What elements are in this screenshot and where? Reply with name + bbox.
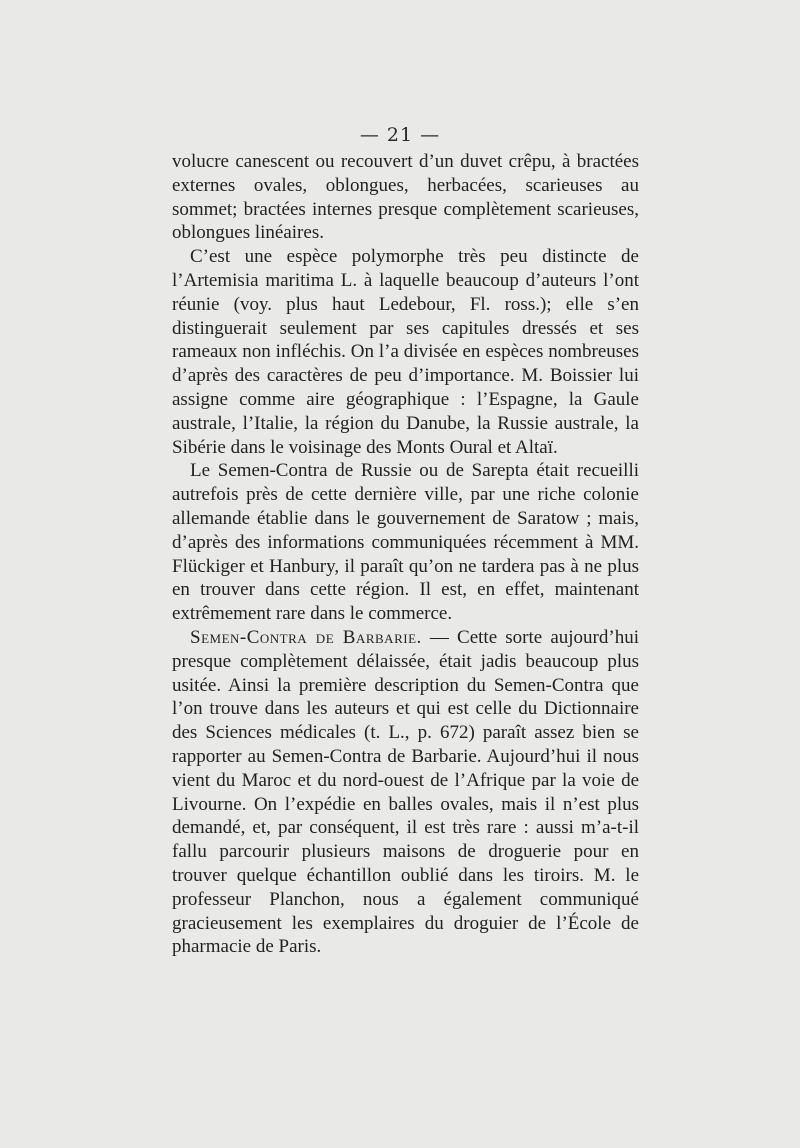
paragraph (172, 626, 639, 959)
paragraph-text: — Cette sorte aujourd’hui presque complètement délaissée, était jadis beaucoup plus usitée. Ainsi la première description du Semen-Contra que l’on trouve dans les auteurs et qui est celle du Dictionnaire des Sciences médicales (t. L., p. 672) paraît assez bien se rapporter au Semen-Contra de Barbarie. Aujourd’hui il nous vient du Maroc et du nord-ouest de l’Afrique par la voie de Livourne. On l’expédie en balles ovales, mais il n’est plus demandé, et, par conséquent, il est très rare : aussi m’a-t-il fallu parcourir plusieurs maisons de droguerie pour en trouver quelque échantillon oublié dans les tiroirs. M. le professeur Planchon, nous a également communiqué gracieusement les exemplaires du droguier de l’École de pharmacie de Paris. (172, 626, 639, 958)
body-text (172, 150, 639, 959)
section-heading: Semen-Contra de Barbarie. (190, 626, 422, 648)
paragraph (172, 150, 639, 245)
paragraph-text: C’est une espèce polymorphe très peu distincte de l’Artemisia maritima L. à laquelle beaucoup d’auteurs l’ont réunie (voy. plus haut Ledebour, Fl. ross.); elle s’en distinguerait seulement par ses capitules dressés et ses rameaux non infléchis. On l’a divisée en espèces nombreuses d’après des caractères de peu d’importance. M. Boissier lui assigne comme aire géographique : l’Espagne, la Gaule australe, l’Italie, la région du Danube, la Russie australe, la Sibérie dans le voisinage des Monts Oural et Altaï. (172, 246, 639, 458)
page-number: — 21 — (359, 124, 441, 146)
paragraph (172, 245, 639, 459)
paragraph (172, 459, 639, 626)
paragraph-text: volucre canescent ou recouvert d’un duvet crêpu, à bractées externes ovales, oblongues, herbacées, scarieuses au sommet; bractées internes presque complètement scarieuses, oblongues linéaires. (172, 151, 639, 244)
paragraph-text: Le Semen-Contra de Russie ou de Sarepta était recueilli autrefois près de cette dernière ville, par une riche colonie allemande établie dans le gouvernement de Saratow ; mais, d’après des informations communiquées récemment à MM. Flückiger et Hanbury, il paraît qu’on ne tardera pas à ne plus en trouver dans cette région. Il est, en effet, maintenant extrêmement rare dans le commerce. (172, 460, 639, 625)
